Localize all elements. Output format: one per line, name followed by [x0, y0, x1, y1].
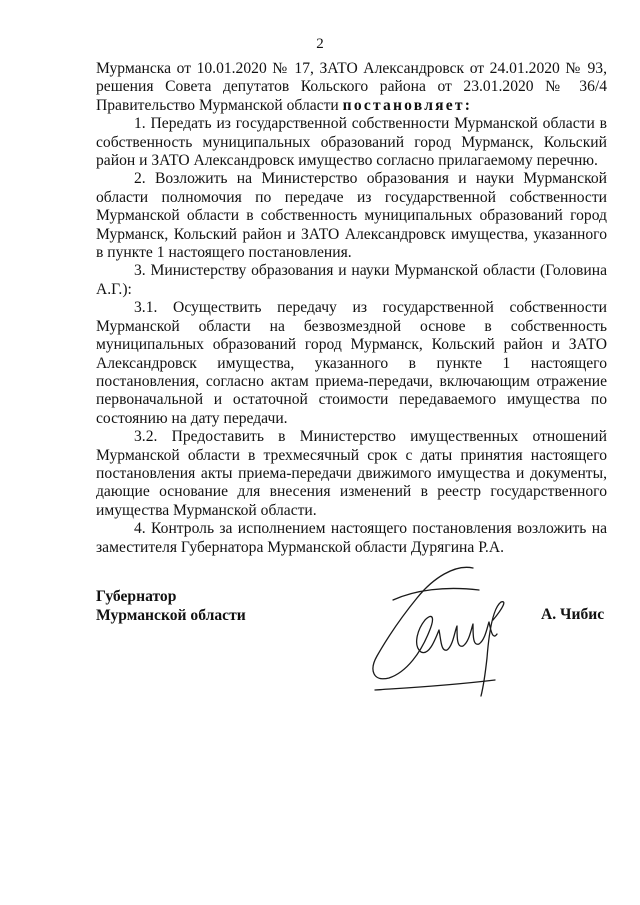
handwritten-signature: [355, 560, 515, 705]
resolves-keyword: постановляет:: [342, 96, 473, 114]
signatory-title-line1: Губернатор: [96, 588, 177, 605]
page-number: 2: [316, 36, 324, 52]
paragraph-2: 2. Возложить на Министерство образования и науки Мурманской области полномочия по передаче из государственной собственности Мурманской области в собственность муниципальных образований город Мурманск, Кольский район и ЗАТО Александровск имущества, указанного в пункте 1 настоящего постановления.: [96, 170, 607, 262]
signatory-title-line2: Мурманской области: [96, 607, 246, 624]
paragraph-preamble: [96, 60, 607, 115]
paragraph-3-1: 3.1. Осуществить передачу из государственной собственности Мурманской области на безвозмездной основе в собственность муниципальных образований город Мурманск, Кольский район и ЗАТО Александровск имущества, указанного в пункте 1 настоящего постановления, согласно актам приема-передачи, включающим отражение первоначальной и остаточной стоимости передаваемого имущества по состоянию на дату передачи.: [96, 299, 607, 427]
signatory-name: А. Чибис: [541, 606, 605, 623]
paragraph-4: 4. Контроль за исполнением настоящего постановления возложить на заместителя Губернатора Мурманской области Дурягина Р.А.: [96, 520, 607, 556]
paragraph-3-2: 3.2. Предоставить в Министерство имущественных отношений Мурманской области в трехмесячный срок с даты принятия настоящего постановления акты приема-передачи движимого имущества и документы, дающие основание для внесения изменений в реестр государственного имущества Мурманской области.: [96, 428, 607, 519]
paragraph-3: 3. Министерству образования и науки Мурманской области (Головина А.Г.):: [96, 262, 607, 298]
signatory-title: [96, 587, 246, 625]
paragraph-1: 1. Передать из государственной собственности Мурманской области в собственность муниципальных образований город Мурманск, Кольский район и ЗАТО Александровск имущество согласно прилагаемому перечню.: [96, 115, 607, 170]
document-body: [96, 60, 607, 557]
preamble-text: Мурманска от 10.01.2020 № 17, ЗАТО Александровск от 24.01.2020 № 93, решения Совета депутатов Кольского района от 23.01.2020 № 36/4 Правительство Мурманской области: [96, 60, 607, 114]
